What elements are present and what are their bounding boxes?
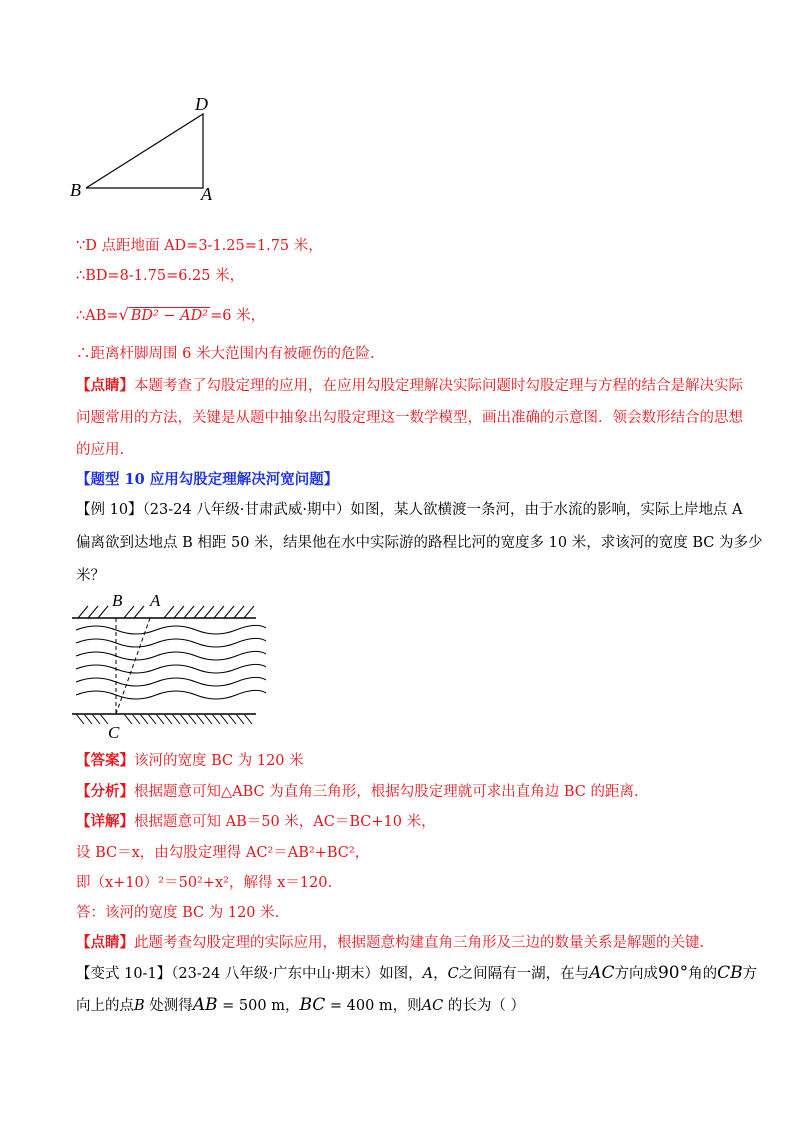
sqrt-symbol: √ xyxy=(118,305,129,324)
river-figure xyxy=(66,590,266,742)
variant-text: 方 xyxy=(742,966,758,982)
label-d: D xyxy=(195,94,208,114)
solution-line-3 xyxy=(76,305,265,326)
point-b: B xyxy=(134,998,145,1014)
segment-ac: AC xyxy=(589,963,615,983)
variant-text: 处测得 xyxy=(144,998,193,1014)
comment-2-text: 此题考查勾股定理的实际应用，根据题意构建直角三角形及三边的数量关系是解题的关键. xyxy=(134,935,705,951)
river-label-b: B xyxy=(112,591,123,610)
comment-1-line-2: 问题常用的方法，关键是从题中抽象出勾股定理这一数学模型，画出准确的示意图．领会数形结合的思想 xyxy=(76,410,743,426)
comment-1-line-1 xyxy=(76,376,743,396)
detail-text-1: 根据题意可知 AB＝50 米，AC＝BC+10 米， xyxy=(134,814,436,830)
comment-2-tag: 【点睛】 xyxy=(76,934,134,951)
variant-text: 方向成 xyxy=(614,966,658,982)
variant-text: 之间隔有一湖，在与 xyxy=(458,966,590,982)
example-10-tag: 【例 10】 xyxy=(76,502,143,518)
variant-text: 角的 xyxy=(688,966,718,982)
variant-text: （23-24 八年级·广东中山·期末）如图， xyxy=(171,966,423,982)
detail-line-3: 即（x+10）²＝50²+x²，解得 x＝120. xyxy=(76,875,333,891)
river-label-a: A xyxy=(150,591,161,610)
comment-1-text-1: 本题考查了勾股定理的应用，在应用勾股定理解决实际问题时勾股定理与方程的结合是解决实际 xyxy=(134,378,743,394)
segment-bc: BC xyxy=(299,995,326,1015)
variant-line-2 xyxy=(76,995,525,1016)
analysis-tag: 【分析】 xyxy=(76,783,134,800)
variant-text: 向上的点 xyxy=(76,998,134,1014)
bc-value: = 400 m，则 xyxy=(325,998,422,1014)
answer-tag: 【答案】 xyxy=(76,752,134,769)
sqrt-radicand: BD² − AD² xyxy=(130,308,209,324)
variant-tag: 【变式 10-1】 xyxy=(76,966,172,982)
section-title: 【题型 10 应用勾股定理解决河宽问题】 xyxy=(76,471,339,488)
ab-suffix: =6 米， xyxy=(210,308,266,324)
answer-text: 该河的宽度 BC 为 120 米 xyxy=(134,753,304,769)
label-b: B xyxy=(70,180,81,200)
detail-line-2: 设 BC＝x，由勾股定理得 AC²＝AB²+BC²， xyxy=(76,845,370,861)
detail-line-4: 答：该河的宽度 BC 为 120 米. xyxy=(76,905,280,921)
angle-90: 90° xyxy=(657,963,689,983)
solution-line-1: ∵D 点距地面 AD=3-1.25=1.75 米， xyxy=(76,238,323,254)
variant-comma: ， xyxy=(433,966,448,982)
point-c: C xyxy=(447,966,459,982)
segment-ab: AB xyxy=(192,995,218,1015)
comment-1-line-3: 的应用. xyxy=(76,442,125,458)
question-blank: 的长为（ ） xyxy=(443,998,525,1014)
variant-line-1 xyxy=(76,963,757,984)
example-10-line-2: 偏离欲到达地点 B 相距 50 米，结果他在水中实际游的路程比河的宽度多 10 米，求该河的宽度 BC 为多少 xyxy=(76,535,763,551)
segment-cb: CB xyxy=(717,963,743,983)
triangle-bad-figure xyxy=(66,92,226,204)
comment-2-line xyxy=(76,933,704,953)
label-a: A xyxy=(201,184,212,204)
ab-prefix: ∴AB= xyxy=(76,308,119,324)
ab-value: = 500 m， xyxy=(217,998,300,1014)
segment-ac-2: AC xyxy=(421,998,444,1014)
detail-line-1 xyxy=(76,812,436,832)
detail-tag: 【详解】 xyxy=(76,813,134,830)
example-10-line-3: 米？ xyxy=(76,568,105,584)
river-label-c: C xyxy=(108,723,120,742)
solution-line-4: ∴距离杆脚周围 6 米大范围内有被砸伤的危险. xyxy=(76,346,375,362)
solution-line-2: ∴BD=8-1.75=6.25 米， xyxy=(76,268,245,284)
point-a: A xyxy=(422,966,434,982)
comment-1-tag: 【点睛】 xyxy=(76,377,134,394)
analysis-text: 根据题意可知△ABC 为直角三角形，根据勾股定理就可求出直角边 BC 的距离. xyxy=(134,784,639,800)
example-10-line-1 xyxy=(76,500,743,520)
analysis-line xyxy=(76,782,639,802)
answer-line xyxy=(76,751,304,771)
example-10-text-1: （23-24 八年级·甘肃武威·期中）如图，某人欲横渡一条河，由于水流的影响，实际上岸地点 A xyxy=(142,502,743,518)
